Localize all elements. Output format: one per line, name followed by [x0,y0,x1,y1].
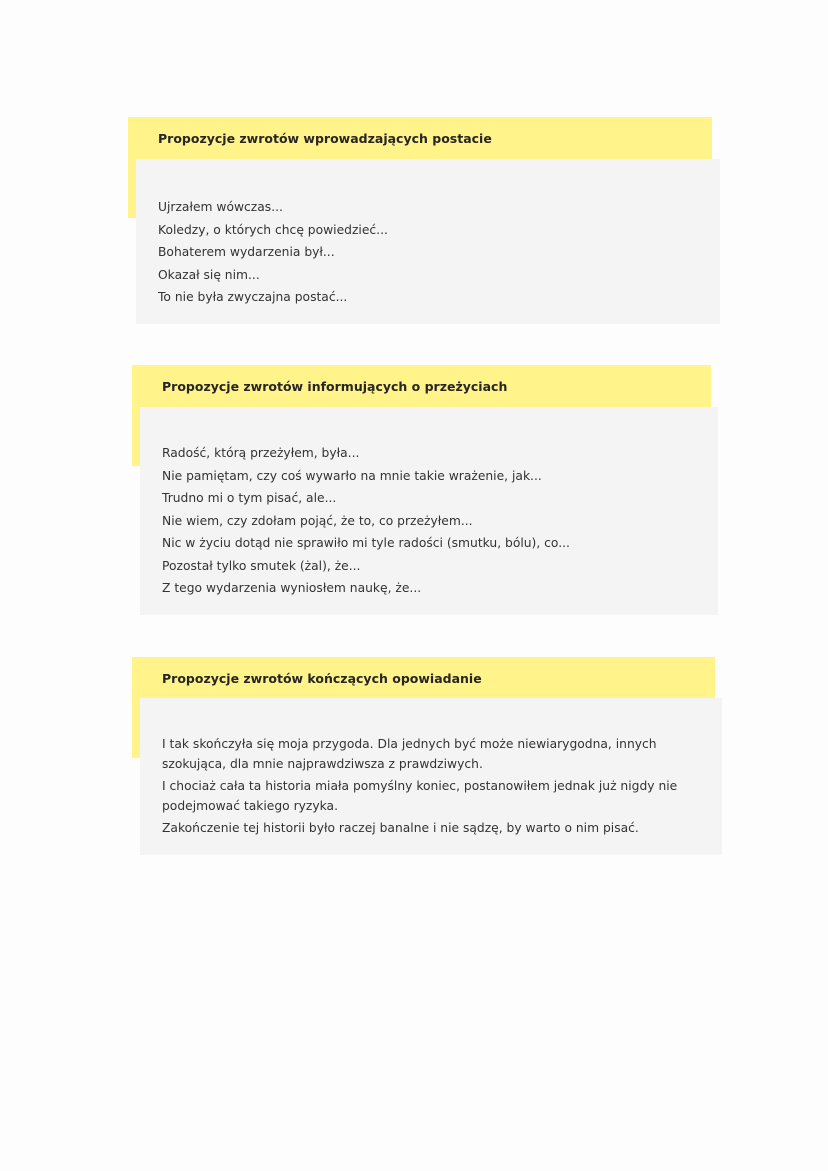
list-item: Trudno mi o tym pisać, ale... [162,491,337,505]
phrase-card-experiences [132,365,718,615]
card-body [140,698,722,855]
card-header [132,657,715,699]
list-item: Z tego wydarzenia wyniosłem naukę, że... [162,581,422,595]
card-title: Propozycje zwrotów informujących o przeżyciach [162,378,508,394]
phrase-list [162,734,708,838]
card-header [132,365,711,407]
list-item: Zakończenie tej historii było raczej banalne i nie sądzę, by warto o nim pisać. [162,821,639,835]
list-item: Ujrzałem wówczas... [158,200,283,214]
phrase-card-introducing-characters [128,117,720,324]
list-item: To nie była zwyczajna postać... [158,290,348,304]
list-item: Radość, którą przeżyłem, była... [162,446,360,460]
phrase-list [162,442,718,600]
card-title: Propozycje zwrotów wprowadzających postacie [158,130,492,146]
card-header [128,117,712,159]
card-body [140,407,718,615]
list-item: Koledzy, o których chcę powiedzieć... [158,222,388,237]
card-title: Propozycje zwrotów kończących opowiadanie [162,670,482,686]
card-body [136,159,720,324]
list-item: Pozostał tylko smutek (żal), że... [162,558,361,573]
list-item: Nie pamiętam, czy coś wywarło na mnie takie wrażenie, jak... [162,468,542,483]
list-item: Nic w życiu dotąd nie sprawiło mi tyle radości (smutku, bólu), co... [162,536,570,550]
list-item: Bohaterem wydarzenia był... [158,245,335,259]
list-item: I tak skończyła się moja przygoda. Dla jednych być może niewiarygodna, innych szokująca, dla mnie najprawdziwsza z prawdziwych. [162,737,657,771]
phrase-list [158,196,720,309]
list-item: Nie wiem, czy zdołam pojąć, że to, co przeżyłem... [162,513,473,528]
list-item: I chociaż cała ta historia miała pomyślny koniec, postanowiłem jednak już nigdy nie podejmować takiego ryzyka. [162,779,678,813]
phrase-card-ending [132,657,722,855]
list-item: Okazał się nim... [158,267,260,282]
